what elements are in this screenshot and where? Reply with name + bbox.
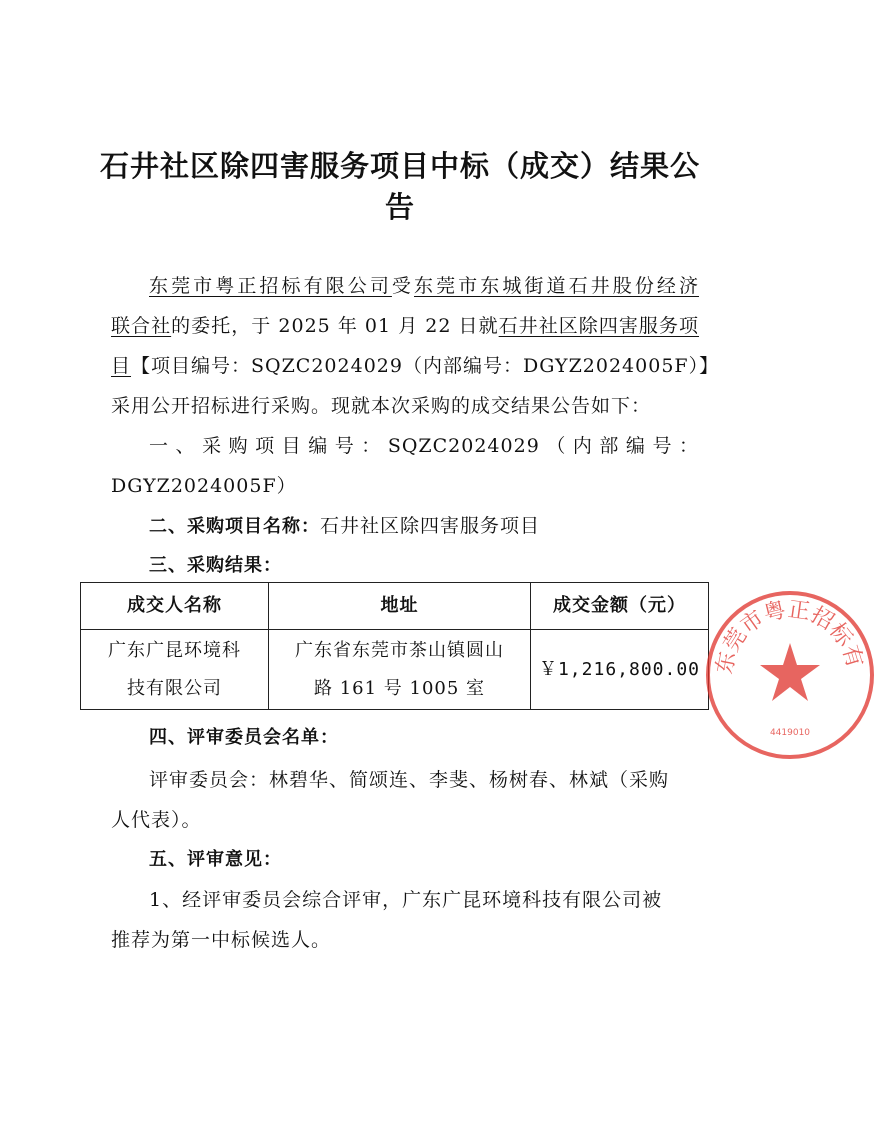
section2-heading: 二、采购项目名称： [149,516,320,537]
winner-name-line2: 技有限公司 [127,677,222,699]
seal-code: 4419010 [769,728,811,738]
document-title-line1: 石井社区除四害服务项目中标（成交）结果公 [100,149,701,183]
intro-line3 [111,346,720,386]
results-table [80,582,709,710]
section4-line1: 评审委员会：林碧华、简颂连、李斐、杨树春、林斌（采购 [149,769,670,791]
table-header-row [81,583,709,630]
winner-amount-cell: ￥1,216,800.00 [531,630,709,710]
table-header-winner: 成交人名称 [81,583,269,630]
seal-text: 东莞市粤正招标有限公司 [688,566,867,676]
seal-star-icon [760,643,820,701]
section1-line1: 一、采购项目编号：SQZC2024029（内部编号： [149,435,699,457]
section3-heading: 三、采购结果： [149,555,282,576]
table-header-amount: 成交金额（元） [531,583,709,630]
section2-line [149,506,699,546]
winner-address-line2: 路 161 号 1005 室 [313,677,486,699]
section5-heading: 五、评审意见： [149,849,282,870]
section1-line2: DGYZ2024005F） [111,475,297,497]
winner-name-line1: 广东广昆环境科 [108,639,241,661]
winner-address-line1: 广东省东莞市茶山镇圆山 [295,639,504,661]
intro-line4: 采用公开招标进行采购。现就本次采购的成交结果公告如下： [111,395,652,417]
table-row [81,630,709,710]
section4-heading: 四、评审委员会名单： [149,727,339,748]
intro-line2: 联合社的委托，于 2025 年 01 月 22 日就石井社区除四害服务项 [111,315,699,337]
official-seal-icon [688,566,880,765]
client-name-part1: 东莞市东城街道石井股份经济 [414,275,699,297]
agency-name: 东莞市粤正招标有限公司 [149,275,392,297]
client-name-part2: 联合社 [111,315,172,337]
project-name-part1: 石井社区除四害服务项 [498,315,699,337]
document-title-line2: 告 [384,190,415,224]
section5-line2: 推荐为第一中标候选人。 [111,929,332,951]
section2-value: 石井社区除四害服务项目 [320,515,541,537]
project-codes: 【项目编号：SQZC2024029（内部编号：DGYZ2024005F）】 [131,355,720,377]
intro-line1: 东莞市粤正招标有限公司受东莞市东城街道石井股份经济 [149,275,699,297]
winner-name-cell [81,630,269,710]
table-header-address: 地址 [269,583,531,630]
section5-line1: 1、经评审委员会综合评审，广东广昆环境科技有限公司被 [149,889,663,911]
section4-line2: 人代表）。 [111,809,202,831]
winner-address-cell [269,630,531,710]
project-name-part2: 目 [111,355,132,377]
